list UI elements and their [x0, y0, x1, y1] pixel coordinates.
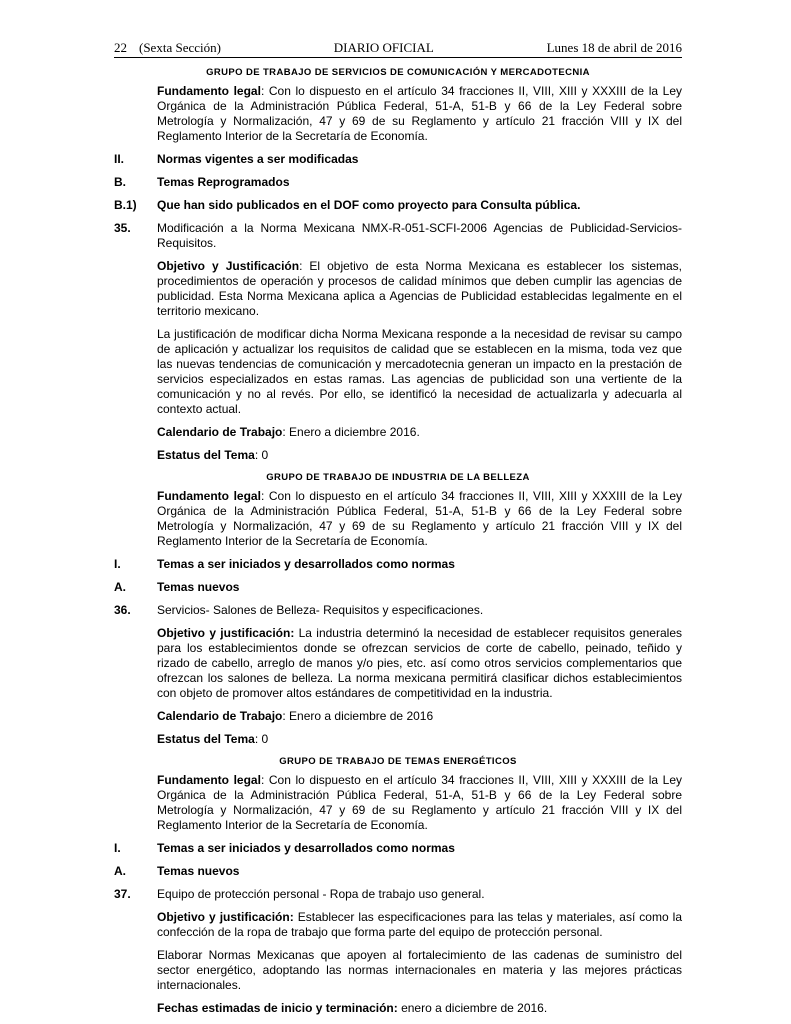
heading-number: A.	[114, 580, 126, 594]
group-title: GRUPO DE TRABAJO DE TEMAS ENERGÉTICOS	[279, 756, 517, 767]
topic-item	[114, 887, 682, 902]
page-number: 22	[114, 40, 127, 55]
item-text: Servicios- Salones de Belleza- Requisitos y especificaciones.	[157, 603, 484, 617]
item-text: Equipo de protección personal - Ropa de trabajo uso general.	[157, 887, 485, 901]
group-title: GRUPO DE TRABAJO DE INDUSTRIA DE LA BELLEZA	[266, 472, 530, 483]
publication-date: Lunes 18 de abril de 2016	[546, 40, 682, 55]
section-heading	[114, 864, 682, 879]
heading-number: I.	[114, 557, 121, 571]
estatus-paragraph	[157, 732, 682, 747]
topic-item	[114, 221, 682, 251]
heading-number: B.1)	[114, 198, 137, 212]
fundamento-label: Fundamento legal	[157, 773, 261, 787]
item-number: 37.	[114, 887, 131, 901]
topic-item	[114, 603, 682, 618]
objetivo-text: La industria determinó la necesidad de establecer requisitos generales para los establecimientos donde se ofrezcan servicios de corte de cabello, peinado, teñido y rizado de cabello, arreglo de manos y/o pies, etc. así como otros servicios complementarios que ofrezcan los salones de belleza. La norma mexicana permitirá clasificar dichos establecimientos con objeto de promover altos estándares de competitividad en la industria.	[157, 626, 682, 700]
page-header	[114, 40, 682, 58]
heading-number: II.	[114, 152, 125, 166]
section-heading	[114, 175, 682, 190]
heading-text: Temas nuevos	[157, 864, 240, 878]
estatus-text: : 0	[254, 732, 269, 746]
section-heading	[114, 152, 682, 167]
calendario-text: : Enero a diciembre de 2016	[282, 709, 434, 723]
elaborar-paragraph: Elaborar Normas Mexicanas que apoyen al fortalecimiento de las cadenas de suministro del sector energético, adoptando las normas internacionales en materia y las mejores prácticas internacionales.	[157, 948, 682, 992]
calendario-text: : Enero a diciembre 2016.	[282, 425, 420, 439]
section-heading	[114, 841, 682, 856]
fundamento-label: Fundamento legal	[157, 489, 261, 503]
calendario-paragraph	[157, 425, 682, 440]
fundamento-text: : Con lo dispuesto en el artículo 34 fracciones II, VIII, XIII y XXXIII de la Ley Orgánica de la Administración Pública Federal, 51-A, 51-B y 66 de la Ley Federal sobre Metrología y Normalización, 47 y 69 de su Reglamento y artículo 21 fracción VIII y IX del Reglamento Interior de la Secretaría de Economía.	[157, 84, 682, 143]
objetivo-paragraph	[157, 910, 682, 940]
calendario-paragraph	[157, 709, 682, 724]
fundamento-text: : Con lo dispuesto en el artículo 34 fracciones II, VIII, XIII y XXXIII de la Ley Orgánica de la Administración Pública Federal, 51-A, 51-B y 66 de la Ley Federal sobre Metrología y Normalización, 47 y 69 de su Reglamento y artículo 21 fracción VIII y IX del Reglamento Interior de la Secretaría de Economía.	[157, 489, 682, 548]
fundamento-text: : Con lo dispuesto en el artículo 34 fracciones II, VIII, XIII y XXXIII de la Ley Orgánica de la Administración Pública Federal, 51-A, 51-B y 66 de la Ley Federal sobre Metrología y Normalización, 47 y 69 de su Reglamento y artículo 21 fracción VIII y IX del Reglamento Interior de la Secretaría de Economía.	[157, 773, 682, 832]
fundamento-label: Fundamento legal	[157, 84, 261, 98]
estatus-label: Estatus del Tema	[157, 732, 255, 746]
heading-text: Temas a ser iniciados y desarrollados como normas	[157, 841, 455, 855]
fundamento-legal	[157, 773, 682, 833]
item-number: 36.	[114, 603, 131, 617]
heading-number: I.	[114, 841, 121, 855]
estatus-label: Estatus del Tema	[157, 448, 255, 462]
objetivo-text: : El objetivo de esta Norma Mexicana es establecer los sistemas, procedimientos de operación y procesos de calidad mínimos que deben cumplir las agencias de publicidad. Esta Norma Mexicana aplica a Agencias de Publicidad establecidas legalmente en el territorio mexicano.	[157, 259, 683, 318]
heading-text: Normas vigentes a ser modificadas	[157, 152, 359, 166]
calendario-label: Calendario de Trabajo	[157, 709, 283, 723]
section-heading	[114, 198, 682, 213]
heading-text: Temas nuevos	[157, 580, 240, 594]
estatus-text: : 0	[254, 448, 269, 462]
calendario-label: Calendario de Trabajo	[157, 425, 283, 439]
heading-text: Temas a ser iniciados y desarrollados como normas	[157, 557, 455, 571]
publication-title: DIARIO OFICIAL	[333, 40, 434, 55]
fundamento-legal	[157, 84, 682, 144]
heading-text: Temas Reprogramados	[157, 175, 290, 189]
objetivo-paragraph	[157, 259, 682, 319]
objetivo-paragraph	[157, 626, 682, 701]
objetivo-text: Establecer las especificaciones para las telas y materiales, así como la confección de la ropa de trabajo que forma parte del equipo de protección personal.	[157, 910, 683, 939]
section-heading	[114, 557, 682, 572]
objetivo-label: Objetivo y justificación:	[157, 626, 295, 640]
objetivo-label: Objetivo y Justificación	[157, 259, 300, 273]
item-number: 35.	[114, 221, 131, 235]
header-left	[114, 40, 221, 56]
heading-text: Que han sido publicados en el DOF como proyecto para Consulta pública.	[157, 198, 581, 212]
fechas-label: Fechas estimadas de inicio y terminación:	[157, 1001, 398, 1015]
justificacion-paragraph: La justificación de modificar dicha Norma Mexicana responde a la necesidad de revisar su campo de aplicación y actualizar los requisitos de calidad que se establecen en la misma, toda vez que las nuevas tendencias de comunicación y mercadotecnia generan un impacto en la prestación de servicios especializados en estas ramas. Las agencias de publicidad son una vertiente de la comunicación y no al revés. Por ello, se identificó la necesidad de actualizarla y adecuarla al contexto actual.	[157, 327, 682, 416]
group-title: GRUPO DE TRABAJO DE SERVICIOS DE COMUNICACIÓN Y MERCADOTECNIA	[206, 67, 590, 78]
heading-number: A.	[114, 864, 126, 878]
estatus-paragraph	[157, 448, 682, 463]
document-page	[114, 40, 682, 1024]
section-heading	[114, 580, 682, 595]
section-label: (Sexta Sección)	[139, 40, 221, 55]
item-text: Modificación a la Norma Mexicana NMX-R-051-SCFI-2006 Agencias de Publicidad-Servicios-Requisitos.	[157, 221, 682, 250]
fechas-paragraph	[157, 1001, 682, 1016]
objetivo-label: Objetivo y justificación:	[157, 910, 294, 924]
fechas-text: enero a diciembre de 2016.	[397, 1001, 548, 1015]
fundamento-legal	[157, 489, 682, 549]
heading-number: B.	[114, 175, 126, 189]
